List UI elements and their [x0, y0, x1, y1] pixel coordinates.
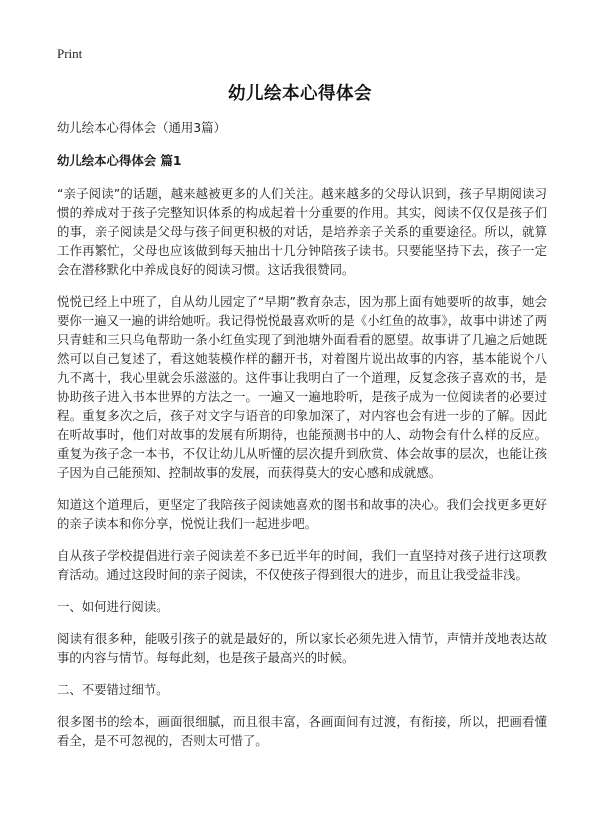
- paragraph-school-reading: 自从孩子学校提倡进行亲子阅读差不多已近半年的时间，我们一直坚持对孩子进行这项教育活动。通过这段时间的亲子阅读，不仅使孩子得到很大的进步，而且让我受益非浅。: [57, 548, 547, 582]
- paragraph-determination: 知道这个道理后，更坚定了我陪孩子阅读她喜欢的图书和故事的决心。我们会找更多更好的亲子读本和你分享，悦悦让我们一起进步吧。: [57, 497, 547, 531]
- paragraph-intro: “亲子阅读”的话题，越来越被更多的人们关注。越来越多的父母认识到，孩子早期阅读习惯的养成对于孩子完整知识体系的构成起着十分重要的作用。其实，阅读不仅仅是孩子们的事，亲子阅读是父母与孩子间更积极的对话，是培养亲子关系的重要途径。所以，就算工作再繁忙，父母也应该做到每天抽出十几分钟陪孩子读书。只要能坚持下去，孩子一定会在潜移默化中养成良好的阅读习惯。这话我很赞同。: [57, 186, 547, 277]
- point-heading-details: 二、不要错过细节。: [57, 682, 169, 697]
- paragraph-how-to-read: 阅读有很多种，能吸引孩子的就是最好的，所以家长必须先进入情节，声情并茂地表达故事的内容与情节。每每此刻，也是孩子最高兴的时候。: [57, 631, 547, 665]
- document-body: [57, 118, 547, 763]
- document-subtitle: 幼儿绘本心得体会（通用3篇）: [57, 120, 226, 135]
- print-label: Print: [57, 46, 83, 61]
- section-heading: 幼儿绘本心得体会 篇1: [57, 153, 182, 168]
- paragraph-story: 悦悦已经上中班了，自从幼儿园定了“早期”教育杂志，因为那上面有她要听的故事，她会要你一遍又一遍的讲给她听。我记得悦悦最喜欢听的是《小红鱼的故事》，故事中讲述了两只青蛙和三只乌龟帮助一条小红鱼实现了到池塘外面看看的愿望。故事讲了几遍之后她既然可以自己复述了，看这她装模作样的翻开书，对着图片说出故事的内容，基本能说个八九不离十，我心里就会乐滋滋的。这件事让我明白了一个道理，反复念孩子喜欢的书，是协助孩子进入书本世界的方法之一。一遍又一遍地聆听，是孩子成为一位阅读者的必要过程。重复多次之后，孩子对文字与语音的印象加深了，对内容也会有进一步的了解。因此在听故事时，他们对故事的发展有所期待，也能预测书中的人、动物会有什么样的反应。重复为孩子念一本书，不仅让幼儿从听懂的层次提升到欣赏、体会故事的层次，也能让孩子因为自己能预知、控制故事的发展，而获得莫大的安心感和成就感。: [57, 294, 547, 480]
- paragraph-details: 很多图书的绘本，画面很细腻，而且很丰富，各画面间有过渡，有衔接，所以，把画看懂看全，是不可忽视的，否则太可惜了。: [57, 714, 547, 748]
- document-title: 幼儿绘本心得体会: [228, 84, 372, 104]
- point-heading-how-to-read: 一、如何进行阅读。: [57, 599, 169, 614]
